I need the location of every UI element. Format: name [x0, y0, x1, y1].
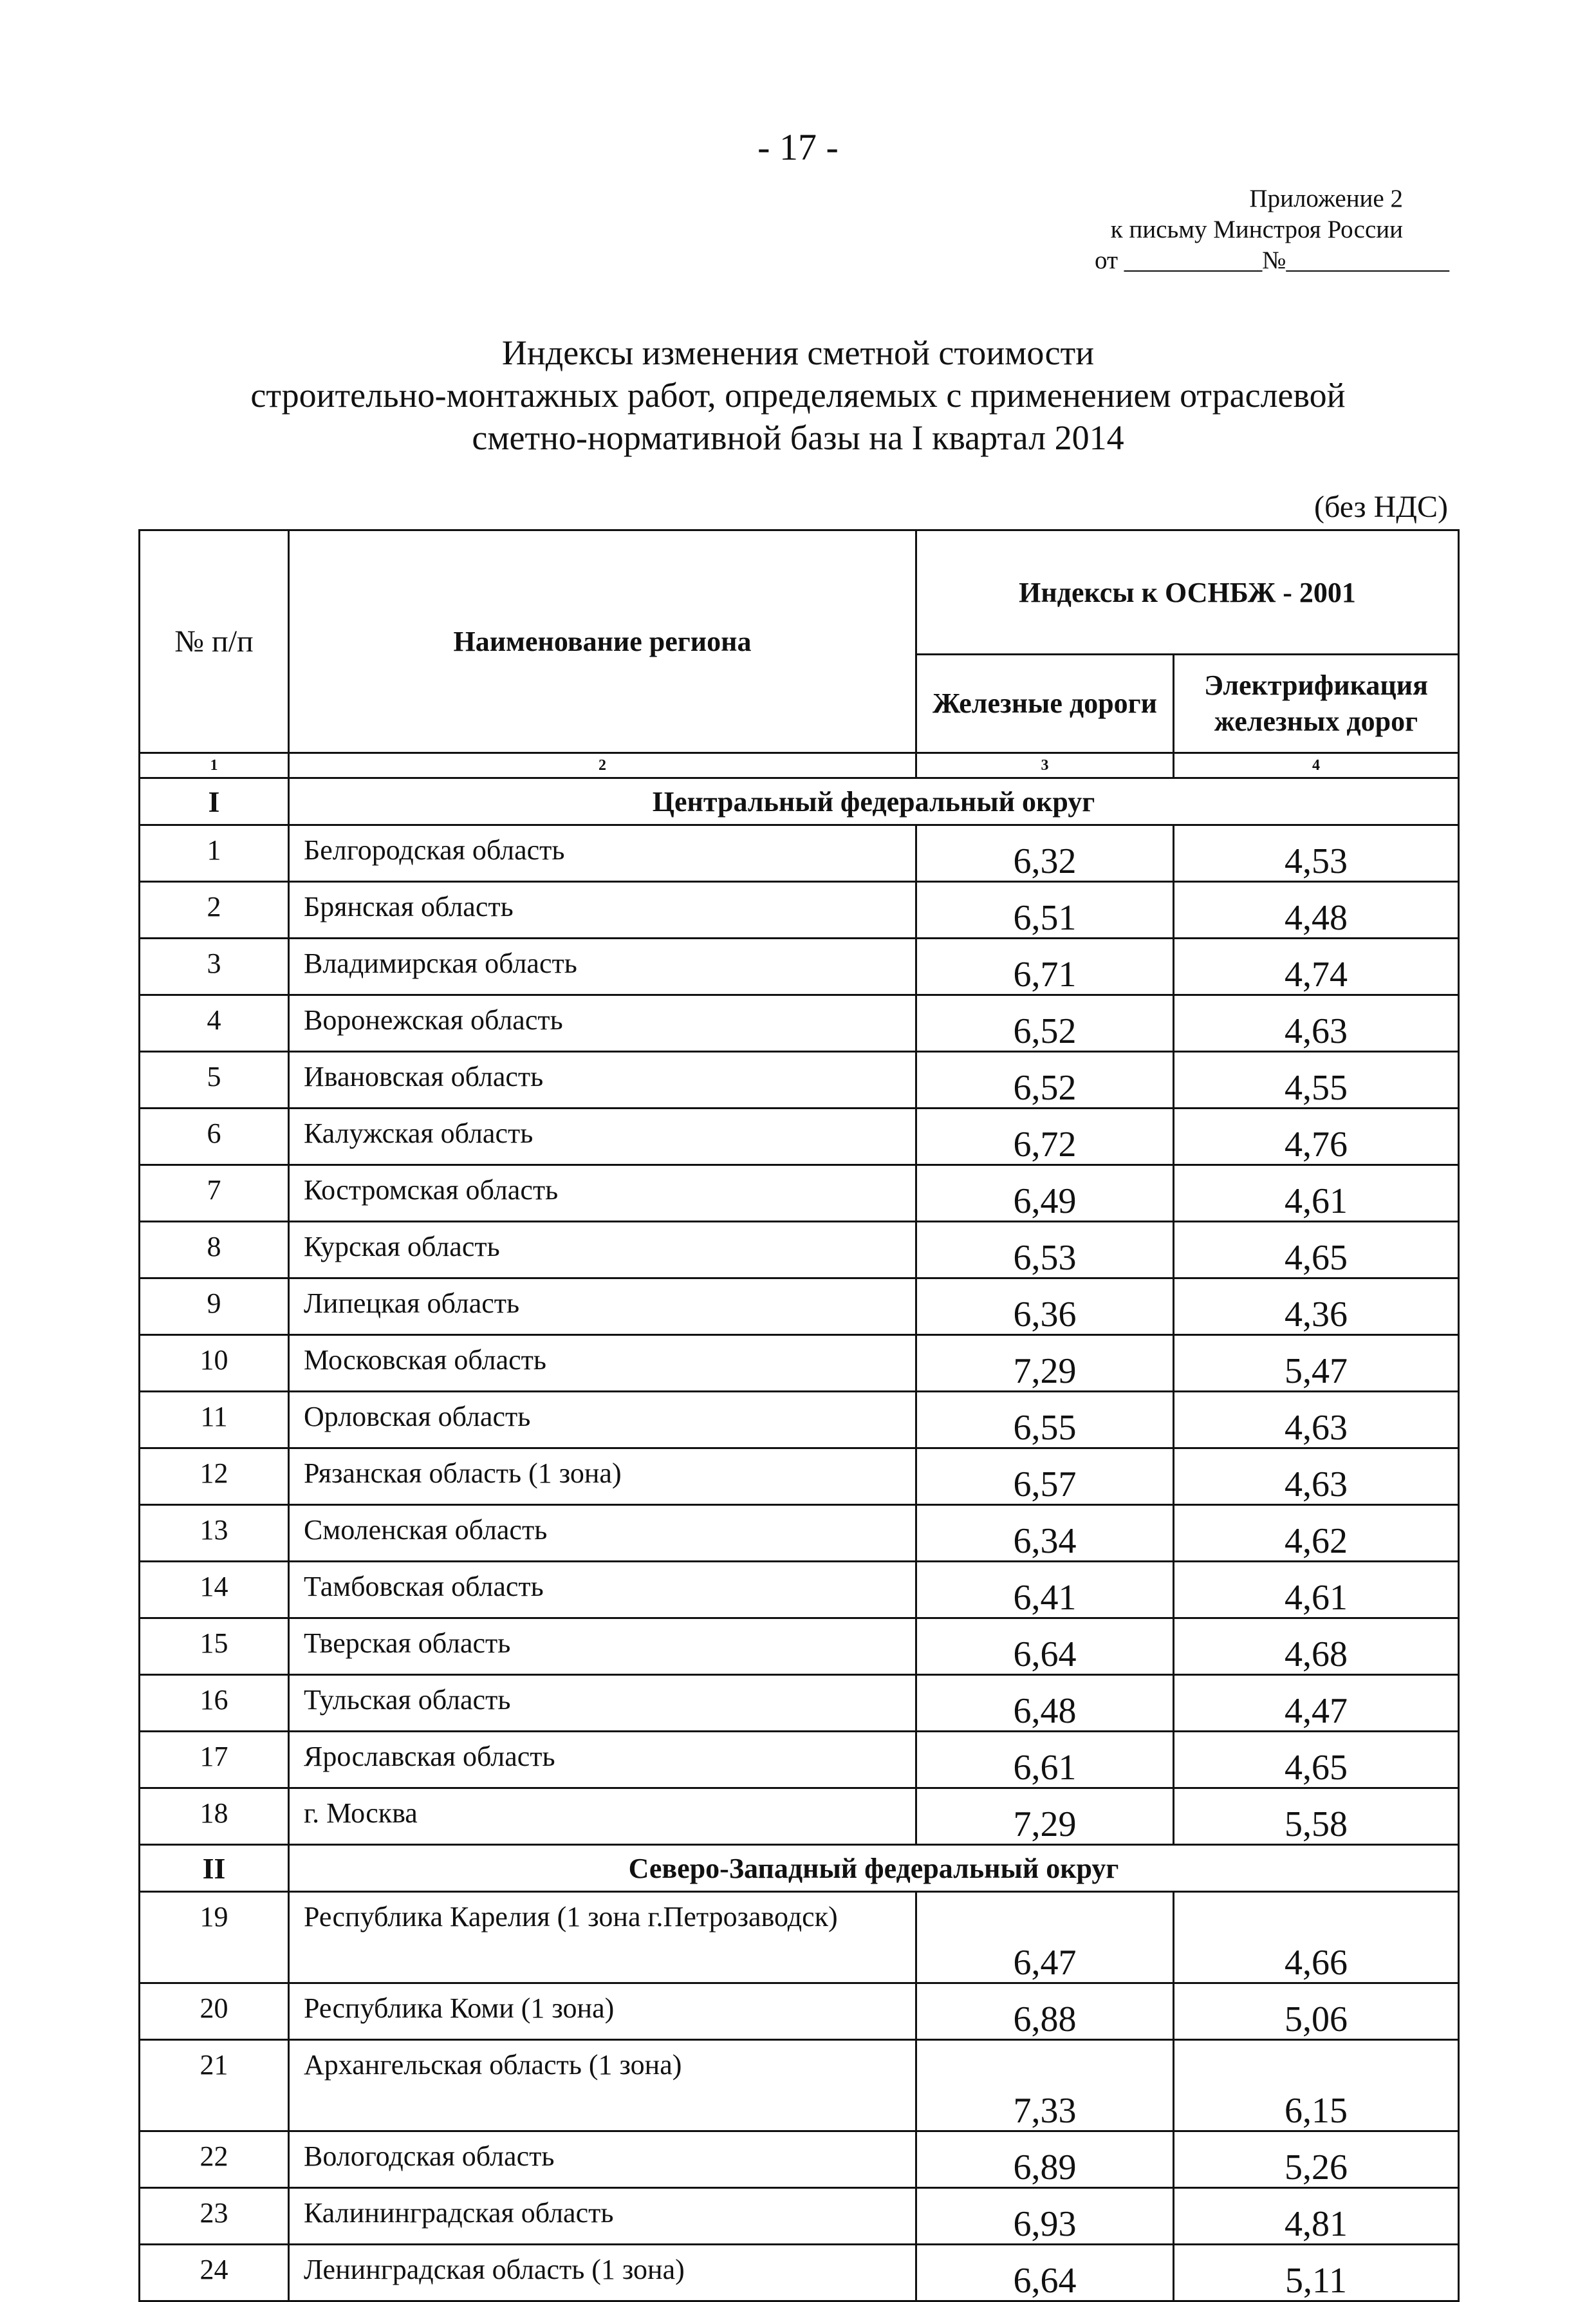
- annex-date-number: от ___________№_____________: [1095, 247, 1449, 274]
- railways-index: 7,33: [916, 2040, 1174, 2131]
- row-number: 20: [140, 1983, 289, 2040]
- row-number: 15: [140, 1618, 289, 1675]
- electrification-index: 4,53: [1174, 825, 1459, 882]
- row-number: 1: [140, 825, 289, 882]
- table-row: [140, 1448, 1459, 1505]
- electrification-index: 4,47: [1174, 1675, 1459, 1732]
- electrification-index: 6,15: [1174, 2040, 1459, 2131]
- railways-index: 6,88: [916, 1983, 1174, 2040]
- indexes-table: [138, 529, 1460, 2302]
- table-row: [140, 825, 1459, 882]
- document-title: [0, 332, 1596, 459]
- electrification-index: 5,26: [1174, 2131, 1459, 2188]
- title-line-3: сметно-нормативной базы на I квартал 2014: [472, 418, 1124, 457]
- railways-index: 6,55: [916, 1392, 1174, 1448]
- row-number: 22: [140, 2131, 289, 2188]
- row-number: 16: [140, 1675, 289, 1732]
- railways-index: 6,34: [916, 1505, 1174, 1562]
- section-row: [140, 778, 1459, 825]
- electrification-index: 4,63: [1174, 1448, 1459, 1505]
- railways-index: 6,57: [916, 1448, 1174, 1505]
- region-name: Ивановская область: [289, 1052, 916, 1109]
- region-name: Тульская область: [289, 1675, 916, 1732]
- region-name: Ярославская область: [289, 1732, 916, 1788]
- railways-index: 6,93: [916, 2188, 1174, 2245]
- row-number: 21: [140, 2040, 289, 2131]
- electrification-index: 4,62: [1174, 1505, 1459, 1562]
- row-number: 19: [140, 1892, 289, 1983]
- row-number: 24: [140, 2245, 289, 2301]
- region-name: Ленинградская область (1 зона): [289, 2245, 916, 2301]
- row-number: 23: [140, 2188, 289, 2245]
- region-name: Вологодская область: [289, 2131, 916, 2188]
- region-name: Владимирская область: [289, 939, 916, 995]
- annex-letter: к письму Минстроя России: [1110, 216, 1403, 243]
- table-row: [140, 1335, 1459, 1392]
- table-row: [140, 1562, 1459, 1618]
- row-number: 10: [140, 1335, 289, 1392]
- section-number: II: [140, 1845, 289, 1892]
- railways-index: 6,64: [916, 1618, 1174, 1675]
- table-row: [140, 2131, 1459, 2188]
- column-number: 3: [916, 753, 1174, 778]
- row-number: 3: [140, 939, 289, 995]
- row-number: 2: [140, 882, 289, 939]
- electrification-index: 4,68: [1174, 1618, 1459, 1675]
- railways-index: 6,48: [916, 1675, 1174, 1732]
- row-number: 5: [140, 1052, 289, 1109]
- table-row: [140, 1505, 1459, 1562]
- row-number: 17: [140, 1732, 289, 1788]
- railways-index: 6,89: [916, 2131, 1174, 2188]
- electrification-index: 4,66: [1174, 1892, 1459, 1983]
- column-number: 1: [140, 753, 289, 778]
- electrification-index: 4,63: [1174, 1392, 1459, 1448]
- region-name: Московская область: [289, 1335, 916, 1392]
- row-number: 14: [140, 1562, 289, 1618]
- region-name: Калининградская область: [289, 2188, 916, 2245]
- region-name: Липецкая область: [289, 1278, 916, 1335]
- electrification-index: 4,48: [1174, 882, 1459, 939]
- railways-index: 6,61: [916, 1732, 1174, 1788]
- electrification-index: 4,76: [1174, 1109, 1459, 1165]
- table-row: [140, 939, 1459, 995]
- title-line-2: строительно-монтажных работ, определяемых с применением отраслевой: [250, 376, 1346, 415]
- header-index-group: Индексы к ОСНБЖ - 2001: [916, 530, 1459, 655]
- header-region: Наименование региона: [289, 530, 916, 753]
- electrification-index: 4,65: [1174, 1222, 1459, 1278]
- electrification-index: 4,61: [1174, 1562, 1459, 1618]
- region-name: Тамбовская область: [289, 1562, 916, 1618]
- region-name: Белгородская область: [289, 825, 916, 882]
- electrification-index: 4,74: [1174, 939, 1459, 995]
- table-row: [140, 1278, 1459, 1335]
- annex-reference: [875, 183, 1449, 276]
- table-row: [140, 1788, 1459, 1845]
- row-number: 8: [140, 1222, 289, 1278]
- region-name: Калужская область: [289, 1109, 916, 1165]
- table-row: [140, 1892, 1459, 1983]
- table-row: [140, 995, 1459, 1052]
- row-number: 18: [140, 1788, 289, 1845]
- electrification-index: 4,36: [1174, 1278, 1459, 1335]
- region-name: Республика Коми (1 зона): [289, 1983, 916, 2040]
- electrification-index: 5,47: [1174, 1335, 1459, 1392]
- row-number: 11: [140, 1392, 289, 1448]
- region-name: Архангельская область (1 зона): [289, 2040, 916, 2131]
- region-name: Смоленская область: [289, 1505, 916, 1562]
- region-name: Орловская область: [289, 1392, 916, 1448]
- region-name: Тверская область: [289, 1618, 916, 1675]
- section-number: I: [140, 778, 289, 825]
- row-number: 12: [140, 1448, 289, 1505]
- electrification-index: 5,58: [1174, 1788, 1459, 1845]
- railways-index: 7,29: [916, 1335, 1174, 1392]
- electrification-index: 4,61: [1174, 1165, 1459, 1222]
- railways-index: 6,51: [916, 882, 1174, 939]
- table-row: [140, 1052, 1459, 1109]
- table-row: [140, 2040, 1459, 2131]
- railways-index: 6,71: [916, 939, 1174, 995]
- region-name: г. Москва: [289, 1788, 916, 1845]
- header-electrification: Электрификация железных дорог: [1174, 655, 1459, 753]
- electrification-index: 5,11: [1174, 2245, 1459, 2301]
- railways-index: 6,49: [916, 1165, 1174, 1222]
- railways-index: 6,36: [916, 1278, 1174, 1335]
- table-row: [140, 1392, 1459, 1448]
- section-row: [140, 1845, 1459, 1892]
- railways-index: 6,47: [916, 1892, 1174, 1983]
- railways-index: 6,53: [916, 1222, 1174, 1278]
- railways-index: 6,52: [916, 1052, 1174, 1109]
- electrification-index: 4,55: [1174, 1052, 1459, 1109]
- table-row: [140, 1222, 1459, 1278]
- vat-note: (без НДС): [1313, 490, 1448, 524]
- column-number: 2: [289, 753, 916, 778]
- header-num: № п/п: [140, 530, 289, 753]
- table-row: [140, 1109, 1459, 1165]
- table-row: [140, 1983, 1459, 2040]
- section-name: Центральный федеральный округ: [289, 778, 1459, 825]
- region-name: Воронежская область: [289, 995, 916, 1052]
- annex-title: Приложение 2: [1249, 185, 1403, 212]
- table-row: [140, 1618, 1459, 1675]
- region-name: Республика Карелия (1 зона г.Петрозаводск): [289, 1892, 916, 1983]
- region-name: Костромская область: [289, 1165, 916, 1222]
- table-row: [140, 1675, 1459, 1732]
- page-number: - 17 -: [757, 126, 839, 168]
- electrification-index: 4,81: [1174, 2188, 1459, 2245]
- title-line-1: Индексы изменения сметной стоимости: [501, 333, 1095, 372]
- row-number: 9: [140, 1278, 289, 1335]
- electrification-index: 4,63: [1174, 995, 1459, 1052]
- railways-index: 6,52: [916, 995, 1174, 1052]
- railways-index: 6,32: [916, 825, 1174, 882]
- table-row: [140, 2245, 1459, 2301]
- railways-index: 7,29: [916, 1788, 1174, 1845]
- section-name: Северо-Западный федеральный округ: [289, 1845, 1459, 1892]
- row-number: 6: [140, 1109, 289, 1165]
- column-number: 4: [1174, 753, 1459, 778]
- region-name: Рязанская область (1 зона): [289, 1448, 916, 1505]
- table-row: [140, 1732, 1459, 1788]
- railways-index: 6,72: [916, 1109, 1174, 1165]
- column-numbers-row: [140, 753, 1459, 778]
- table-row: [140, 1165, 1459, 1222]
- railways-index: 6,41: [916, 1562, 1174, 1618]
- header-railways: Железные дороги: [916, 655, 1174, 753]
- row-number: 13: [140, 1505, 289, 1562]
- table-row: [140, 882, 1459, 939]
- electrification-index: 4,65: [1174, 1732, 1459, 1788]
- table-row: [140, 2188, 1459, 2245]
- railways-index: 6,64: [916, 2245, 1174, 2301]
- region-name: Брянская область: [289, 882, 916, 939]
- row-number: 7: [140, 1165, 289, 1222]
- row-number: 4: [140, 995, 289, 1052]
- electrification-index: 5,06: [1174, 1983, 1459, 2040]
- table-body: [140, 753, 1459, 2301]
- region-name: Курская область: [289, 1222, 916, 1278]
